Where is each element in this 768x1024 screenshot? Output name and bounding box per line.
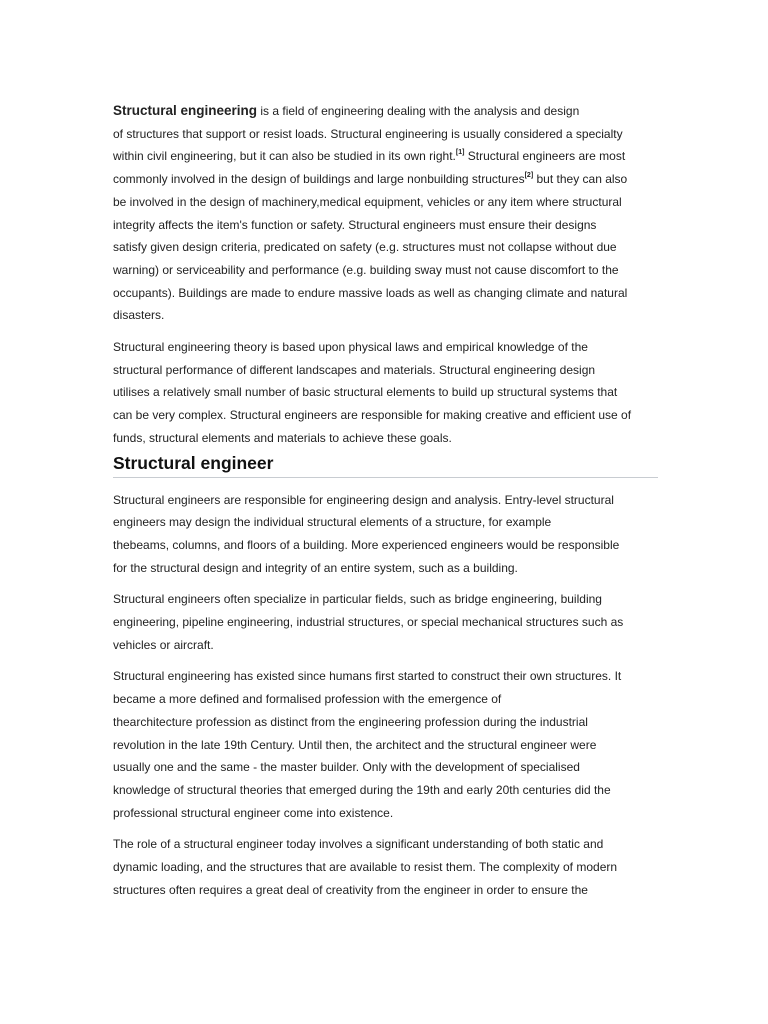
role-paragraph — [113, 833, 658, 901]
history-paragraph — [113, 665, 658, 824]
history-line: revolution in the late 19th Century. Until then, the architect and the structural engineer were — [113, 737, 597, 752]
intro-line: satisfy given design criteria, predicated on safety (e.g. structures must not collapse without due — [113, 240, 617, 255]
heading-spacer — [113, 478, 658, 489]
intro-text: is a field of engineering dealing with the analysis and design — [257, 104, 580, 118]
theory-line: can be very complex. Structural engineers are responsible for making creative and efficient use of — [113, 408, 632, 423]
intro-line — [113, 100, 658, 123]
responsibilities-line: Structural engineers are responsible for engineering design and analysis. Entry-level structural — [113, 492, 614, 507]
responsibilities-paragraph — [113, 489, 658, 580]
role-line: The role of a structural engineer today involves a significant understanding of both static and — [113, 837, 604, 852]
intro-line — [113, 145, 658, 168]
citation-link[interactable]: [2] — [524, 172, 534, 180]
specializations-paragraph — [113, 588, 658, 656]
intro-line: of structures that support or resist loads. Structural engineering is usually considered a specialty — [113, 126, 623, 141]
paragraph-spacer — [113, 579, 658, 588]
history-line: became a more defined and formalised profession with the emergence of — [113, 692, 502, 707]
intro-text: commonly involved in the design of buildings and large nonbuilding structures — [113, 172, 525, 187]
responsibilities-line: engineers may design the individual structural elements of a structure, for example — [113, 515, 552, 530]
role-line: dynamic loading, and the structures that are available to resist them. The complexity of modern — [113, 860, 618, 875]
paragraph-spacer — [113, 327, 658, 336]
theory-line: Structural engineering theory is based upon physical laws and empirical knowledge of the — [113, 340, 588, 355]
article-body — [113, 100, 658, 902]
theory-line: structural performance of different landscapes and materials. Structural engineering design — [113, 362, 596, 377]
paragraph-spacer — [113, 824, 658, 833]
intro-line: integrity affects the item's function or safety. Structural engineers must ensure their designs — [113, 217, 597, 232]
intro-text: within civil engineering, but it can also be studied in its own right. — [113, 149, 456, 164]
role-line: structures often requires a great deal of creativity from the engineer in order to ensure the — [113, 882, 588, 897]
responsibilities-line: thebeams, columns, and floors of a building. More experienced engineers would be responsible — [113, 537, 620, 552]
history-line: knowledge of structural theories that emerged during the 19th and early 20th centuries did the — [113, 782, 611, 797]
history-line: professional structural engineer come into existence. — [113, 805, 394, 820]
intro-line: be involved in the design of machinery,medical equipment, vehicles or any item where structural — [113, 194, 622, 209]
citation-link[interactable]: [1] — [455, 149, 465, 157]
paragraph-spacer — [113, 656, 658, 665]
intro-paragraph — [113, 100, 658, 327]
specializations-line: engineering, pipeline engineering, industrial structures, or special mechanical structures such as — [113, 615, 624, 630]
intro-line — [113, 168, 658, 191]
history-line: usually one and the same - the master builder. Only with the development of specialised — [113, 760, 580, 775]
history-line: Structural engineering has existed since humans first started to construct their own structures. It — [113, 669, 622, 684]
intro-text: Structural engineers are most — [464, 149, 626, 164]
intro-line: occupants). Buildings are made to endure massive loads as well as changing climate and natural — [113, 285, 628, 300]
specializations-line: vehicles or aircraft. — [113, 637, 214, 652]
history-line: thearchitecture profession as distinct from the engineering profession during the industrial — [113, 714, 588, 729]
lead-term: Structural engineering — [113, 103, 258, 118]
theory-line: funds, structural elements and materials to achieve these goals. — [113, 430, 452, 445]
responsibilities-line: for the structural design and integrity of an entire system, such as a building. — [113, 560, 518, 575]
specializations-line: Structural engineers often specialize in particular fields, such as bridge engineering, building — [113, 592, 602, 607]
intro-line: disasters. — [113, 308, 165, 323]
section-heading: Structural engineer — [113, 450, 658, 478]
theory-line: utilises a relatively small number of basic structural elements to build up structural systems that — [113, 385, 618, 400]
intro-line: warning) or serviceability and performance (e.g. building sway must not cause discomfort to the — [113, 262, 619, 277]
intro-text: but they can also — [533, 172, 628, 187]
theory-paragraph — [113, 336, 658, 450]
